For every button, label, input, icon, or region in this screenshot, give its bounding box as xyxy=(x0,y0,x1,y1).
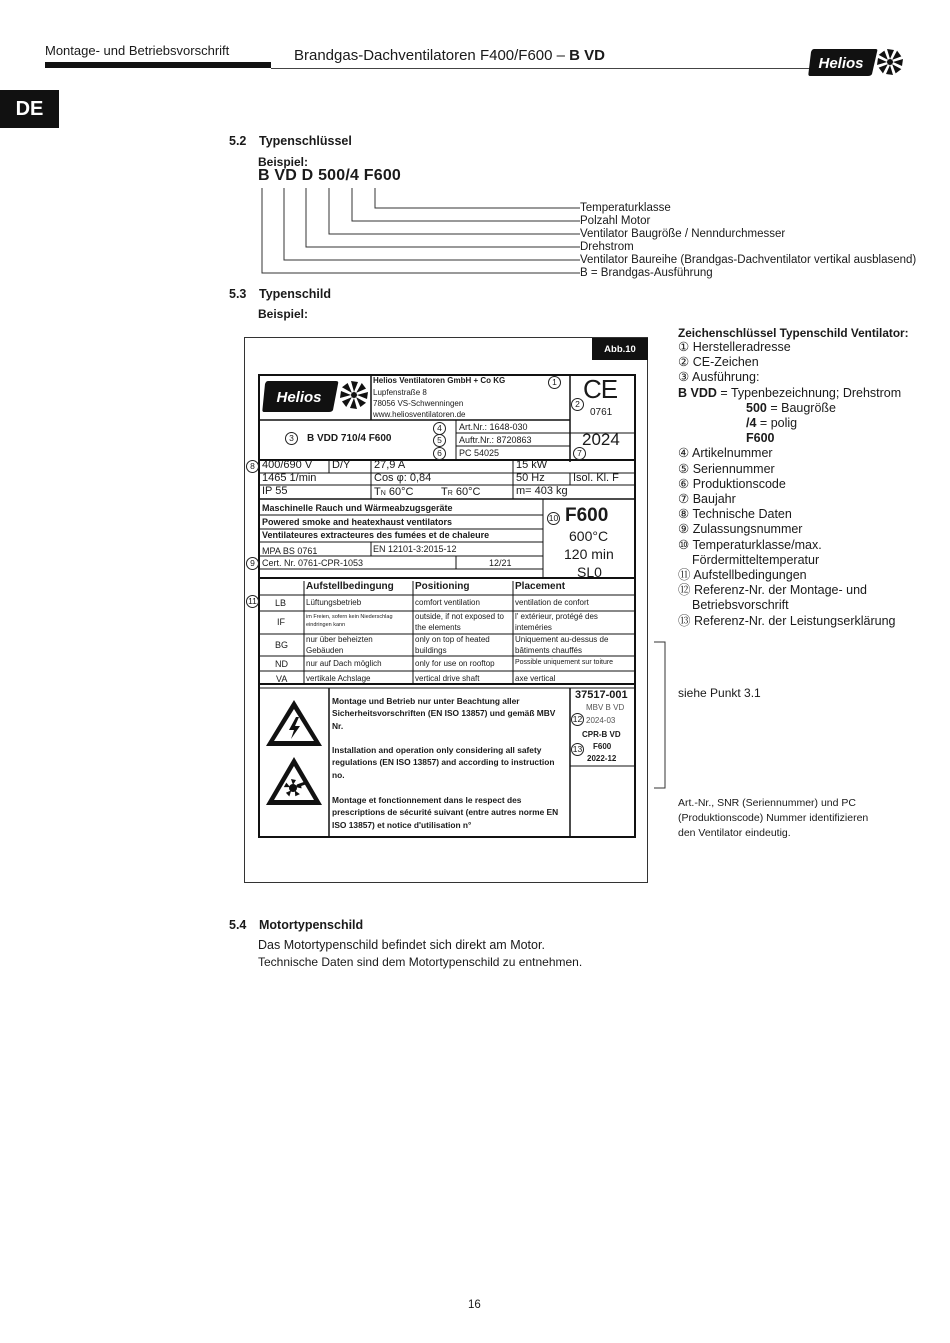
key-item: ⑩ Temperaturklasse/max. xyxy=(678,537,822,552)
key-item: ⑫ Referenz-Nr. der Montage- und xyxy=(678,583,868,598)
ce-mark: CE xyxy=(583,374,618,404)
install-de: nur über beheizten Gebäuden xyxy=(306,635,373,655)
plate-art-nr: Art.Nr.: 1648-030 xyxy=(459,422,528,432)
plate-street: Lupfenstraße 8 xyxy=(373,388,427,397)
plate-company: Helios Ventilatoren GmbH + Co KG xyxy=(373,376,506,385)
plate-dop-name: CPR-B VD xyxy=(582,730,621,739)
electrical-hazard-icon xyxy=(263,697,325,749)
key-item-size: 500 = Baugröße xyxy=(746,400,837,415)
plate-frequency: 50 Hz xyxy=(516,472,545,484)
identification-note xyxy=(678,796,868,841)
see-point-note: siehe Punkt 3.1 xyxy=(678,686,761,700)
plate-temp-class: F600 xyxy=(565,505,609,526)
install-en: outside, if not exposed to the elements xyxy=(415,612,504,632)
svg-text:Helios: Helios xyxy=(276,389,322,406)
install-en: only for use on rooftop xyxy=(415,659,495,668)
motor-plate-text-2: Technische Daten sind dem Motortypenschild zu entnehmen. xyxy=(258,955,583,969)
section-5-4-heading: 5.4 Motortypenschild xyxy=(229,918,364,932)
marker-10: 10 xyxy=(548,513,559,524)
key-item: ② CE-Zeichen xyxy=(678,355,759,370)
install-header-de: Aufstellbedingung xyxy=(306,581,394,592)
plate-tn: TN 60°C xyxy=(374,486,414,498)
document-type-label: Montage- und Betriebsvorschrift xyxy=(45,43,230,58)
install-fr: Uniquement au-dessus de bâtiments chauffés xyxy=(515,635,609,655)
safety-text-de: Montage und Betrieb nur unter Beachtung aller Sicherheitsvorschriften (EN ISO 13857) und gemäß MBV Nr. xyxy=(332,696,556,731)
plate-tr: TR 60°C xyxy=(441,486,481,498)
section-5-3-heading: 5.3 Typenschild xyxy=(229,287,332,301)
header-rule xyxy=(271,68,811,69)
plate-cert: Cert. Nr. 0761-CPR-1053 xyxy=(262,558,364,568)
example-label: Beispiel: xyxy=(258,307,309,321)
plate-desc-en: Powered smoke and heatexhaust ventilators xyxy=(262,517,453,527)
install-de: vertikale Achslage xyxy=(306,674,371,683)
example-label: Beispiel: xyxy=(258,155,309,169)
safety-text-fr: Montage et fonctionnement dans le respect des prescriptions de sécurité suivant (entre autres norme EN ISO 13857) et notice d'utilisation n° xyxy=(332,795,559,830)
plate-doc-nr: 37517-001 xyxy=(575,689,628,701)
marker-13: 13 xyxy=(572,744,583,755)
legend-item: Temperaturklasse xyxy=(580,202,671,214)
key-item: ⑤ Seriennummer xyxy=(678,461,775,476)
section-5-2-heading: 5.2 Typenschlüssel xyxy=(229,134,352,148)
install-de: im Freien, sofern kein Niederschlag eindringen kann xyxy=(306,614,393,628)
plate-year: 2024 xyxy=(582,430,620,449)
legend-item: Polzahl Motor xyxy=(580,215,651,227)
page-number: 16 xyxy=(468,1299,481,1311)
plate-doc-name: MBV B VD xyxy=(586,703,625,712)
plate-doc-date: 2024-03 xyxy=(586,716,616,725)
ce-number: 0761 xyxy=(590,407,613,418)
marker-1: 1 xyxy=(548,376,561,389)
marker-12: 12 xyxy=(572,714,583,725)
language-tab: DE xyxy=(0,90,59,128)
key-item-pole: /4 = polig xyxy=(746,416,798,431)
plate-connection: D/Y xyxy=(332,459,351,471)
install-en: vertical drive shaft xyxy=(415,674,480,683)
key-item: Fördermitteltemperatur xyxy=(692,552,820,567)
key-list xyxy=(678,340,901,629)
legend-item: Ventilator Baureihe (Brandgas-Dachventilator vertikal ausblasend) xyxy=(580,254,917,266)
legend-item: B = Brandgas-Ausführung xyxy=(580,267,713,279)
key-item: ⑨ Zulassungsnummer xyxy=(678,522,803,537)
key-item-bvdd: B VDD = Typenbezeichnung; Drehstrom xyxy=(678,385,902,400)
plate-cert-date: 12/21 xyxy=(489,558,512,568)
marker-4: 4 xyxy=(433,422,446,435)
install-en: comfort ventilation xyxy=(415,598,480,607)
install-code: LB xyxy=(275,598,287,608)
install-code: ND xyxy=(275,659,288,669)
note-line: den Ventilator eindeutig. xyxy=(678,827,791,839)
marker-8: 8 xyxy=(246,460,259,473)
header-bar xyxy=(45,62,271,68)
plate-ip: IP 55 xyxy=(262,485,288,497)
install-fr: Possible uniquement sur toiture xyxy=(515,659,614,666)
plate-helios-logo xyxy=(262,378,370,414)
plate-desc-de: Maschinelle Rauch und Wärmeabzugsgeräte xyxy=(262,503,453,513)
plate-city: 78056 VS-Schwenningen xyxy=(373,399,464,408)
marker-5: 5 xyxy=(433,434,446,447)
marker-7: 7 xyxy=(573,447,586,460)
install-de: Lüftungsbetrieb xyxy=(306,598,362,607)
plate-duration: 120 min xyxy=(564,546,614,562)
install-fr: axe vertical xyxy=(515,674,556,683)
plate-rpm: 1465 1/min xyxy=(262,472,317,484)
plate-order-nr: Auftr.Nr.: 8720863 xyxy=(459,435,532,445)
helios-logo xyxy=(808,46,904,78)
install-en: only on top of heated buildings xyxy=(415,635,490,655)
install-code: IF xyxy=(277,617,285,627)
note-line: (Produktionscode) Nummer identifizieren xyxy=(678,812,869,824)
plate-power: 15 kW xyxy=(516,459,548,471)
install-fr: l' extérieur, protégé des inteméries xyxy=(515,612,598,632)
safety-text-en: Installation and operation only considering all safety regulations (EN ISO 13857) and according to instruction no. xyxy=(332,745,555,780)
plate-desc-fr: Ventilateures extracteures des fumées et de chaleure xyxy=(262,530,490,540)
key-item: ③ Ausführung: xyxy=(678,370,760,385)
key-item: ⑧ Technische Daten xyxy=(678,507,792,522)
plate-production-code: PC 54025 xyxy=(459,448,500,458)
document-title: Brandgas-Dachventilatoren F400/F600 – B VD xyxy=(294,47,606,64)
plate-model: B VDD 710/4 F600 xyxy=(307,433,392,444)
plate-voltage: 400/690 V xyxy=(262,459,313,471)
plate-dop-class: F600 xyxy=(593,742,612,751)
rotating-parts-hazard-icon xyxy=(263,754,325,808)
key-item: Betriebsvorschrift xyxy=(692,598,789,613)
key-item-class: F600 xyxy=(746,431,775,446)
key-item: ⑦ Baujahr xyxy=(678,492,736,507)
install-code: BG xyxy=(275,640,289,650)
marker-6: 6 xyxy=(433,447,446,460)
plate-mpa: MPA BS 0761 xyxy=(262,546,318,556)
plate-cos: Cos φ: 0,84 xyxy=(374,472,432,484)
key-item: ⑬ Referenz-Nr. der Leistungserklärung xyxy=(678,613,896,628)
plate-web: www.heliosventilatoren.de xyxy=(373,410,466,419)
key-title: Zeichenschlüssel Typenschild Ventilator: xyxy=(678,326,909,340)
marker-2: 2 xyxy=(571,398,584,411)
plate-dop-date: 2022-12 xyxy=(587,754,617,763)
bracket xyxy=(652,641,668,789)
type-code-leader-lines xyxy=(255,186,585,278)
svg-text:Helios: Helios xyxy=(818,55,864,72)
install-de: nur auf Dach möglich xyxy=(306,659,382,668)
key-item: ④ Artikelnummer xyxy=(678,446,773,461)
figure-label: Abb.10 xyxy=(592,338,648,360)
marker-3: 3 xyxy=(285,432,298,445)
motor-plate-text-1: Das Motortypenschild befindet sich direkt am Motor. xyxy=(258,938,545,952)
key-item: ⑪ Aufstellbedingungen xyxy=(678,568,807,583)
key-item: ⑥ Produktionscode xyxy=(678,476,786,491)
plate-current: 27,9 A xyxy=(374,459,406,471)
legend-item: Drehstrom xyxy=(580,241,634,253)
install-fr: ventilation de confort xyxy=(515,598,589,607)
marker-9: 9 xyxy=(246,557,259,570)
install-code: VA xyxy=(276,674,288,684)
legend-item: Ventilator Baugröße / Nenndurchmesser xyxy=(580,228,786,240)
plate-sl: SL0 xyxy=(577,564,602,580)
key-item: ① Herstelleradresse xyxy=(678,340,791,354)
plate-mass: m= 403 kg xyxy=(516,485,568,497)
plate-en-norm: EN 12101-3:2015-12 xyxy=(373,544,457,554)
install-header-fr: Placement xyxy=(515,581,566,592)
plate-isolation: Isol. Kl. F xyxy=(573,472,619,484)
note-line: Art.-Nr., SNR (Seriennummer) und PC xyxy=(678,797,856,809)
plate-temp: 600°C xyxy=(569,528,609,544)
marker-11: 11 xyxy=(246,595,259,608)
install-header-en: Positioning xyxy=(415,581,470,592)
type-code-legend xyxy=(580,202,916,280)
type-code: B VD D 500/4 F600 xyxy=(258,167,402,184)
